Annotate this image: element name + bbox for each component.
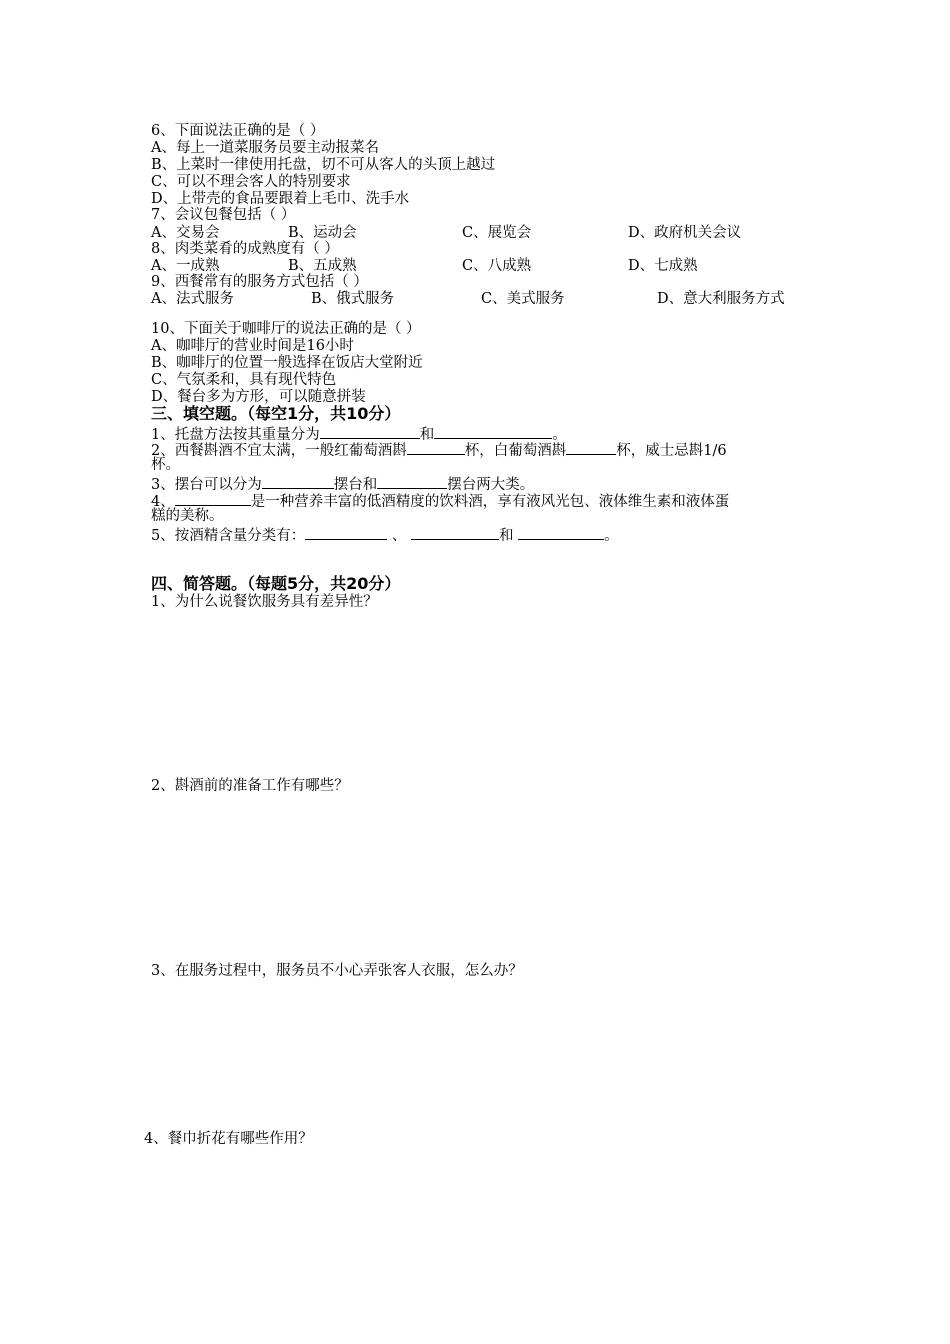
answer-blank[interactable] <box>305 525 387 540</box>
fill-q5-text-4: 。 <box>604 528 619 544</box>
answer-blank[interactable] <box>518 525 604 540</box>
q6-option-a: A、每上一道菜服务员要主动报菜名 <box>151 140 379 156</box>
q8-option-c: C、八成熟 <box>462 258 532 274</box>
fill-question-4 <box>151 491 729 511</box>
short-question-3: 3、在服务过程中，服务员不小心弄张客人衣服，怎么办？ <box>151 963 523 979</box>
fill-q1-text-1: 1、托盘方法按其重量分为 <box>151 427 320 443</box>
q8-option-a: A、一成熟 <box>151 258 220 274</box>
fill-section-heading: 三、填空题。（每空1分，共10分） <box>151 404 401 423</box>
q6-option-b: B、上菜时一律使用托盘，切不可从客人的头顶上越过 <box>151 157 496 173</box>
fill-q4-text-2: 是一种营养丰富的低酒精度的饮料酒，享有液风光包、液体维生素和液体蛋 <box>250 494 730 510</box>
q8-option-b: B、五成熟 <box>288 258 357 274</box>
answer-blank[interactable] <box>566 440 616 455</box>
q10-option-c: C、气氛柔和，具有现代特色 <box>151 372 337 388</box>
q10-option-a: A、咖啡厅的营业时间是16小时 <box>151 338 354 354</box>
answer-blank[interactable] <box>377 474 447 489</box>
fill-q5-text-1: 5、按酒精含量分类有： <box>151 528 306 544</box>
short-question-4: 4、餐巾折花有哪些作用？ <box>144 1131 313 1147</box>
fill-q2-text-2: 杯，白葡萄酒斟 <box>464 443 567 459</box>
answer-blank[interactable] <box>407 440 465 455</box>
q9-stem: 9、西餐常有的服务方式包括（ ） <box>151 274 368 290</box>
q9-option-b: B、俄式服务 <box>311 291 395 307</box>
fill-question-5 <box>151 525 619 545</box>
fill-q3-text-2: 摆台和 <box>333 477 378 493</box>
q7-option-c: C、展览会 <box>462 225 532 241</box>
q9-option-d: D、意大利服务方式 <box>657 291 785 307</box>
fill-q2-text-1: 2、西餐斟酒不宜太满，一般红葡萄酒斟 <box>151 443 407 459</box>
q10-stem: 10、下面关于咖啡厅的说法正确的是（ ） <box>151 321 421 337</box>
short-question-2: 2、斟酒前的准备工作有哪些？ <box>151 778 349 794</box>
answer-blank[interactable] <box>262 474 334 489</box>
fill-q3-text-3: 摆台两大类。 <box>447 477 535 493</box>
fill-q2-text-3: 杯，威士忌斟1/6 <box>616 443 727 459</box>
q10-option-d: D、餐台多为方形，可以随意拼装 <box>151 389 366 405</box>
fill-question-2 <box>151 440 727 460</box>
fill-q1-text-3: 。 <box>552 427 567 443</box>
answer-blank[interactable] <box>411 525 499 540</box>
fill-question-4-cont: 糕的美称。 <box>151 508 224 524</box>
q7-option-b: B、运动会 <box>288 225 357 241</box>
fill-question-2-cont: 杯。 <box>151 457 180 473</box>
q7-option-a: A、交易会 <box>151 225 220 241</box>
q7-option-d: D、政府机关会议 <box>628 225 742 241</box>
short-answer-heading: 四、简答题。（每题5分，共20分） <box>151 574 401 593</box>
fill-q5-text-3: 和 <box>498 528 519 544</box>
answer-blank[interactable] <box>175 491 251 506</box>
answer-blank[interactable] <box>320 424 420 439</box>
fill-q5-text-2: 、 <box>387 528 411 544</box>
fill-q3-text-1: 3、摆台可以分为 <box>151 477 262 493</box>
fill-q4-text-1: 4、 <box>151 494 175 510</box>
answer-blank[interactable] <box>434 424 552 439</box>
q7-stem: 7、会议包餐包括（ ） <box>151 207 296 223</box>
q9-option-a: A、法式服务 <box>151 291 234 307</box>
q9-option-c: C、美式服务 <box>481 291 565 307</box>
q6-stem: 6、下面说法正确的是（ ） <box>151 123 325 139</box>
q8-option-d: D、七成熟 <box>628 258 698 274</box>
q8-stem: 8、肉类菜肴的成熟度有（ ） <box>151 241 339 257</box>
fill-q1-text-2: 和 <box>419 427 435 443</box>
q10-option-b: B、咖啡厅的位置一般选择在饭店大堂附近 <box>151 355 423 371</box>
q6-option-c: C、可以不理会客人的特别要求 <box>151 174 351 190</box>
q6-option-d: D、上带壳的食品要跟着上毛巾、洗手水 <box>151 191 410 207</box>
short-question-1: 1、为什么说餐饮服务具有差异性？ <box>151 594 378 610</box>
